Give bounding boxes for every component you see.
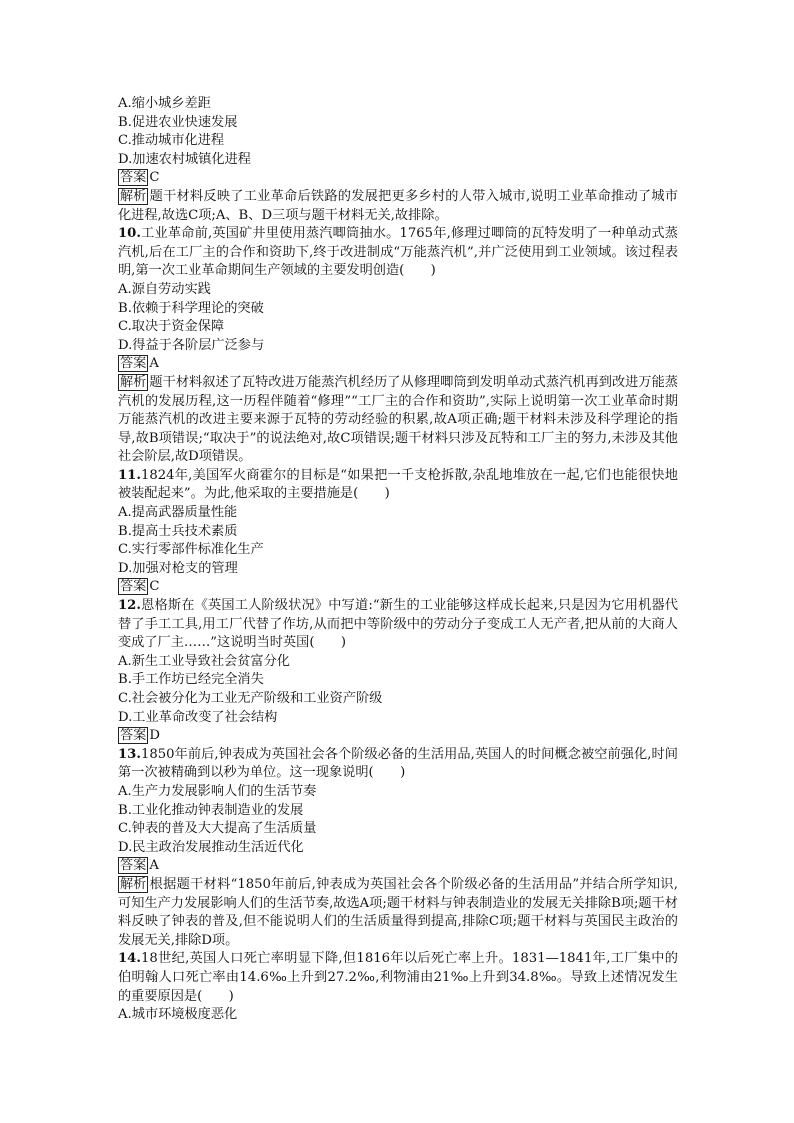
question-14 — [118, 950, 678, 1024]
option-c: C.钟表的普及大大提高了生活质量 — [118, 821, 317, 837]
answer-line — [118, 578, 678, 597]
question-number: 11. — [118, 467, 141, 483]
question-number: 12. — [118, 598, 141, 614]
question-11 — [118, 467, 678, 597]
question-number: 10. — [118, 226, 141, 242]
answer-value: A — [149, 356, 159, 372]
option-b: B.提高士兵技术素质 — [118, 523, 238, 539]
analysis-block — [118, 188, 678, 225]
answer-tag: 答案 — [120, 728, 147, 744]
question-12 — [118, 597, 678, 746]
answer-tag: 答案 — [120, 579, 147, 595]
document-page — [118, 95, 678, 1025]
question-number: 14. — [118, 951, 141, 967]
answer-tag: 答案 — [120, 858, 147, 874]
option-a: A.新生工业导致社会贫富分化 — [118, 653, 290, 669]
question-stem — [118, 950, 678, 1006]
question-9 — [118, 95, 678, 225]
analysis-text: 题干材料反映了工业革命后铁路的发展把更多乡村的人带入城市,说明工业革命推动了城市化进程,故选C项;A、B、D三项与题干材料无关,故排除。 — [118, 188, 678, 223]
option-a: A.生产力发展影响人们的生活节奏 — [118, 783, 317, 799]
answer-line — [118, 727, 678, 746]
question-stem — [118, 597, 678, 653]
option-c: C.社会被分化为工业无产阶级和工业资产阶级 — [118, 691, 383, 706]
question-13 — [118, 746, 678, 951]
answer-tag: 答案 — [120, 170, 147, 186]
question-number: 13. — [118, 746, 141, 762]
analysis-block — [118, 876, 678, 950]
option-d: D.工业革命改变了社会结构 — [118, 709, 278, 725]
option-a: A.源自劳动实践 — [118, 281, 211, 297]
option-c: C.取决于资金保障 — [118, 319, 225, 335]
analysis-text: 题干材料叙述了瓦特改进万能蒸汽机经历了从修理唧筒到发明单动式蒸汽机再到改进万能蒸汽机的发展历程,这一历程伴随着“修理”“工厂主的合作和资助”,实际上说明第一次工业革命时期万能蒸汽机的改进主要来源于瓦特的劳动经验的积累,故A项正确;题干材料未涉及科学理论的指导,故B项错误;“取决于”的说法绝对,故C项错误;题干材料只涉及瓦特和工厂主的努力,未涉及其他社会阶层,故D项错误。 — [118, 374, 678, 465]
option-a: A.提高武器质量性能 — [118, 505, 238, 521]
answer-line — [118, 355, 678, 374]
answer-value: A — [149, 858, 159, 874]
question-stem — [118, 225, 678, 281]
answer-value: C — [149, 579, 160, 595]
option-d: D.加强对枪支的管理 — [118, 560, 238, 576]
option-d: D.民主政治发展推动生活近代化 — [118, 839, 304, 855]
question-text: 1824年,美国军火商霍尔的目标是“如果把一千支枪拆散,杂乱地堆放在一起,它们也能很快地被装配起来”。为此,他采取的主要措施是( ) — [118, 467, 678, 502]
analysis-block — [118, 374, 678, 467]
answer-tag: 答案 — [120, 356, 147, 372]
analysis-text: 根据题干材料“1850年前后,钟表成为英国社会各个阶级必备的生活用品”并结合所学知识,可知生产力发展影响人们的生活节奏,故选A项;题干材料与钟表制造业的发展无关排除B项;题干材料反映了钟表的普及,但不能说明人们的生活质量得到提高,排除C项;题干材料与英国民主政治的发展无关,排除D项。 — [118, 876, 678, 948]
analysis-tag: 解析 — [120, 876, 147, 892]
question-10 — [118, 225, 678, 467]
option-a: A.缩小城乡差距 — [118, 96, 211, 111]
answer-line — [118, 169, 678, 188]
option-b: B.手工作坊已经完全消失 — [118, 672, 264, 688]
option-a: A.城市环境极度恶化 — [118, 1007, 238, 1023]
option-d: D.加速农村城镇化进程 — [118, 151, 251, 167]
option-b: B.促进农业快速发展 — [118, 114, 238, 130]
question-text: 1850年前后,钟表成为英国社会各个阶级必备的生活用品,英国人的时间概念被空前强化,时间第一次被精确到以秒为单位。这一现象说明( ) — [118, 746, 678, 781]
option-c: C.推动城市化进程 — [118, 133, 225, 149]
analysis-tag: 解析 — [120, 188, 147, 204]
answer-value: C — [149, 170, 160, 186]
answer-line — [118, 857, 678, 876]
question-text: 恩格斯在《英国工人阶级状况》中写道:“新生的工业能够这样成长起来,只是因为它用机器代替了手工工具,用工厂代替了作坊,从而把中等阶级中的劳动分子变成工人无产者,把从前的大商人变成了厂主……”这说明当时英国( ) — [118, 598, 678, 651]
option-d: D.得益于各阶层广泛参与 — [118, 337, 265, 353]
answer-value: D — [149, 728, 160, 744]
option-b: B.工业化推动钟表制造业的发展 — [118, 802, 304, 818]
question-text: 工业革命前,英国矿井里使用蒸汽唧筒抽水。1765年,修理过唧筒的瓦特发明了一种单动式蒸汽机,后在工厂主的合作和资助下,终于改进制成“万能蒸汽机”,并广泛使用到工业领域。该过程表明,第一次工业革命期间生产领域的主要发明创造( ) — [118, 226, 678, 279]
question-stem — [118, 746, 678, 783]
question-text: 18世纪,英国人口死亡率明显下降,但1816年以后死亡率上升。1831—1841年,工厂集中的伯明翰人口死亡率由14.6‰上升到27.2‰,利物浦由21‰上升到34.8‰。导致上述情况发生的重要原因是( ) — [118, 951, 678, 1004]
option-c: C.实行零部件标准化生产 — [118, 542, 264, 558]
option-b: B.依赖于科学理论的突破 — [118, 300, 264, 316]
question-stem — [118, 467, 678, 504]
analysis-tag: 解析 — [120, 374, 147, 390]
